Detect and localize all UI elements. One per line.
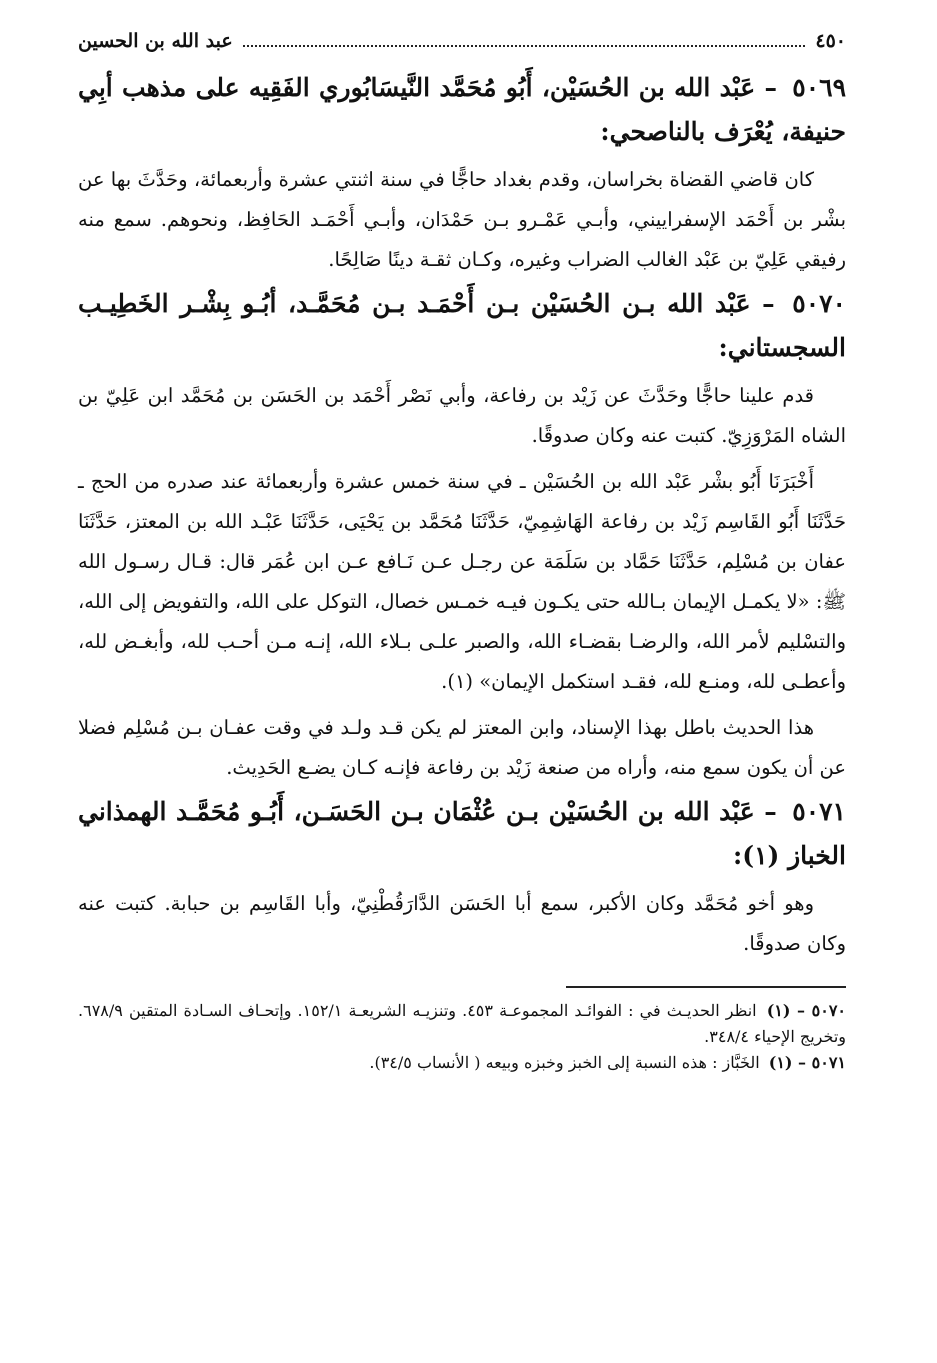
entry-paragraph: وهو أخو مُحَمَّد وكان الأكبر، سمع أبا الحَسَن الدَّارَقُطْنِيّ، وأبا القَاسِم بن حبابة. كتبت عنه وكان صدوقًا. bbox=[78, 892, 846, 955]
running-title: عبد الله بن الحسين bbox=[78, 30, 233, 52]
hadith-paragraph: أَخْبَرَنَا أَبُو بشْر عَبْد الله بن الحُسَيْن ـ في سنة خمس عشرة وأربعمائة عند صدره من الحج ـ حَدَّثَنَا أَبُو القَاسِم زَيْد بن رفاعة الهَاشِمِيّ، حَدَّثَنَا مُحَمَّد بن يَحْيَى، حَدَّثَنَا عَبْـد الله بن المعتز، حَدَّثَنَا عفان بن مُسْلِم، حَدَّثَنَا حَمَّاد بن سَلَمَة عن رجـل عـن نَـافع عـن ابن عُمَر قال: قـال رسـول الله ﷺ: «لا يكمـل الإيمان بـالله حتى يكـون فيـه خمـس خصال، التوكل على الله، والتفويض إلى الله، والتسْليم لأمر الله، والرضـا بقضـاء الله، والصبر علـى بـلاء الله، إنـه مـن أحـب لله، وأبغـض لله، وأعطـى لله، ومنـع لله، فقـد استكمل الإيمان» (١). bbox=[78, 470, 846, 693]
entry-number: ٥٠٦٩ bbox=[792, 73, 846, 102]
footnote bbox=[78, 1050, 846, 1076]
footnote-ref: ٥٠٧١ – (١) bbox=[768, 1053, 846, 1072]
page-number: ٤٥٠ bbox=[815, 30, 846, 52]
entry-5069 bbox=[78, 66, 846, 280]
footnote-ref: ٥٠٧٠ – (١) bbox=[766, 1001, 847, 1020]
entry-title: – عَبْد الله بـن الحُسَيْن بـن أَحْمَـد بـن مُحَمَّـد، أبُـو بِشْـر الخَطِيـب السجستاني: bbox=[78, 289, 846, 362]
footnote-text: الخَبَّاز : هذه النسبة إلى الخبز وخبزه وبيعه ( الأنساب ٣٤/٥). bbox=[369, 1053, 760, 1072]
entry-number: ٥٠٧٠ bbox=[792, 289, 846, 318]
entry-paragraph: كان قاضي القضاة بخراسان، وقدم بغداد حاجًّا في سنة اثنتي عشرة وأربعمائة، وحَدَّثَ بها عن بشْر بن أَحْمَد الإسفراييني، وأبـي عَمْـرو بـن حَمْدَان، وأبـي أَحْمَـد الحَافِظ، ونحوهم. سمع منه رفيقي عَلِيّ بن عَبْد الغالب الضراب وغيره، وكـان ثقـة دينًا صَالِحًا. bbox=[78, 168, 846, 271]
footnote-text: انظر الحديـث في : الفوائـد المجموعـة ٤٥٣. وتنزيـه الشريعـة ١٥٢/١. وإتحـاف السـادة المتقين ٦٧٨/٩. وتخريج الإحياء ٣٤٨/٤. bbox=[78, 1001, 846, 1046]
entry-heading bbox=[78, 282, 846, 370]
entry-title: – عَبْد الله بن الحُسَيْن بـن عُثْمَان بـن الحَسَـن، أَبُـو مُحَمَّـد الهمذاني الخباز (١): bbox=[78, 797, 846, 870]
footnote-separator-rule bbox=[566, 986, 846, 988]
entry-heading bbox=[78, 66, 846, 154]
entry-number: ٥٠٧١ bbox=[792, 797, 846, 826]
entry-heading bbox=[78, 790, 846, 878]
entry-title: – عَبْد الله بن الحُسَيْن، أَبُو مُحَمَّد النَّيسَابُوري الفَقِيه على مذهب أبِي حنيفة، يُعْرَف بالناصحي: bbox=[78, 73, 846, 146]
commentary-paragraph: هذا الحديث باطل بهذا الإسناد، وابن المعتز لم يكن قـد ولـد في وقت عفـان بـن مُسْلِم فضلا عن أن يكون سمع منه، وأراه من صنعة زَيْد بن رفاعة فإنـه كـان يضـع الحَدِيث. bbox=[78, 716, 846, 779]
footnotes-section bbox=[78, 986, 846, 1076]
book-page bbox=[78, 30, 846, 1340]
entry-paragraph: قدم علينا حاجًّا وحَدَّثَ عن زَيْد بن رفاعة، وأبي نَصْر أَحْمَد بن الحَسَن بن مُحَمَّد ابن عَلِيّ بن الشاه المَرْوَزِيّ. كتبت عنه وكان صدوقًا. bbox=[78, 384, 846, 447]
header-dotted-leader bbox=[243, 31, 806, 47]
footnote bbox=[78, 998, 846, 1050]
page-header bbox=[78, 30, 846, 64]
entry-5071 bbox=[78, 790, 846, 964]
entry-5070 bbox=[78, 282, 846, 788]
